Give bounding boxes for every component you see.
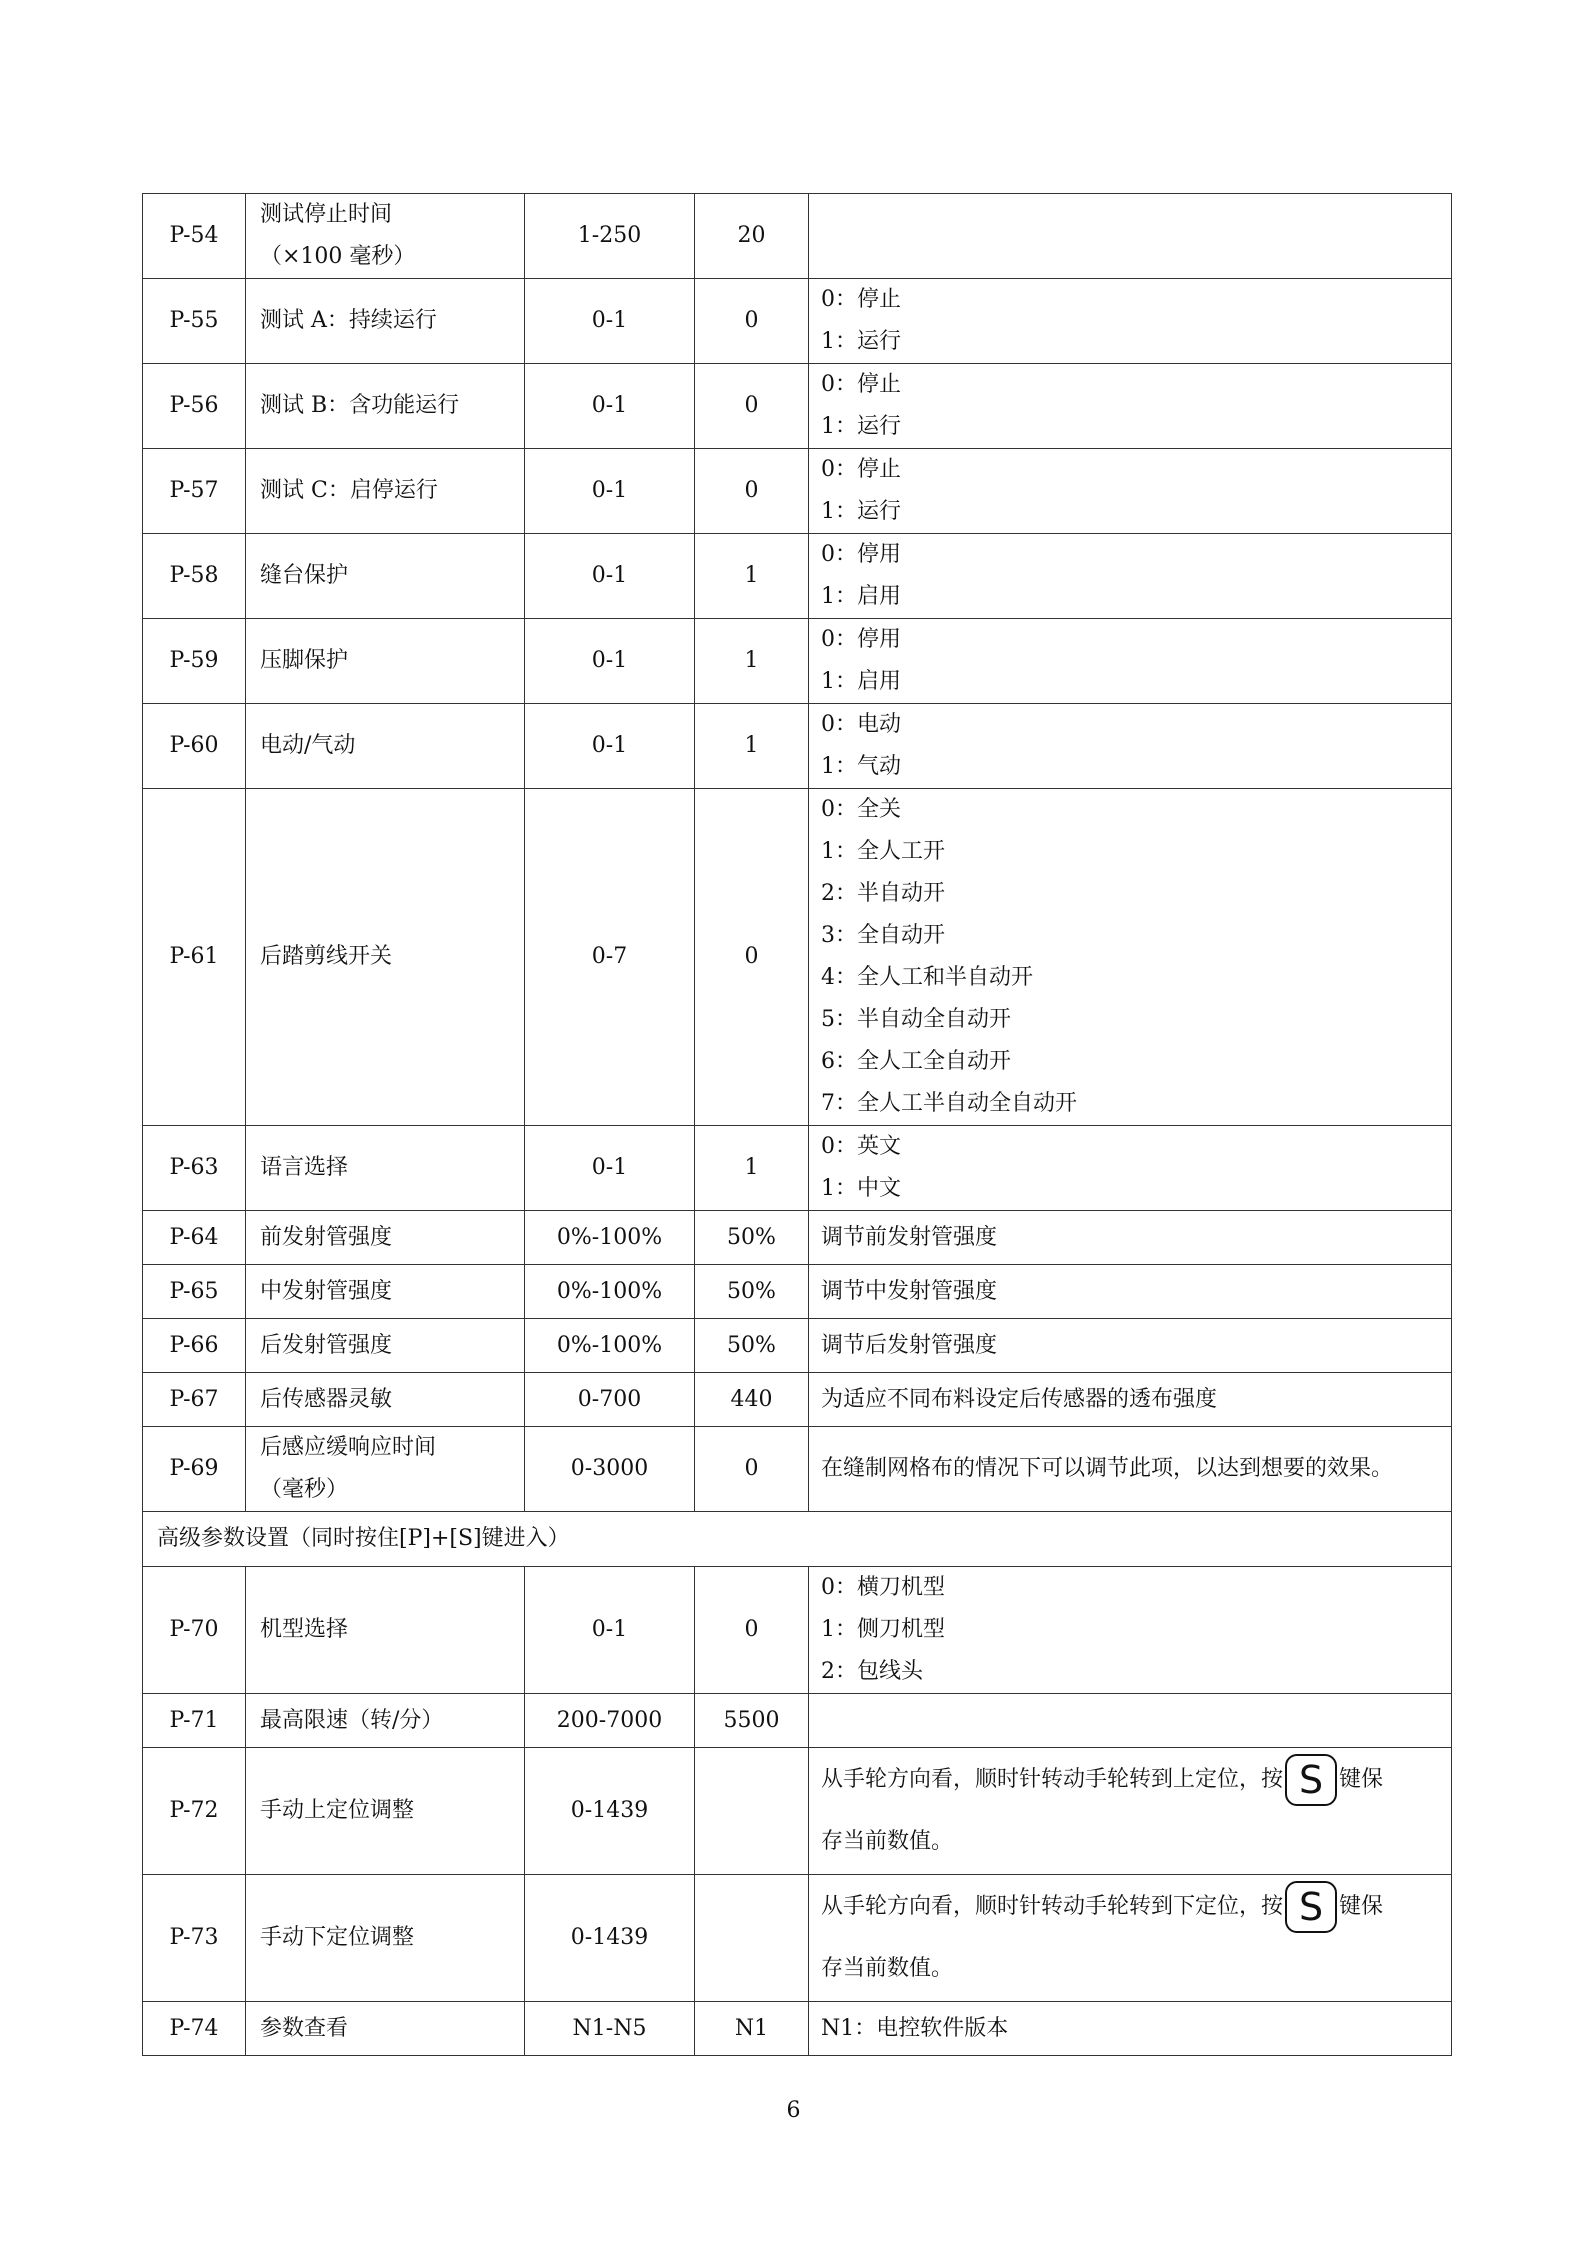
param-code: P-54 <box>143 194 246 279</box>
param-code: P-72 <box>143 1748 246 1875</box>
param-description-line <box>821 1876 1443 1938</box>
param-description <box>809 1373 1452 1427</box>
table-row <box>143 1748 1452 1875</box>
param-default <box>695 1748 809 1875</box>
table-row <box>143 1265 1452 1319</box>
param-description <box>809 619 1452 704</box>
param-range: 0-1 <box>525 449 695 534</box>
param-description <box>809 279 1452 364</box>
page-number: 6 <box>786 2098 801 2123</box>
param-description <box>809 1567 1452 1694</box>
param-name-line: 后感应缓响应时间 <box>260 1435 437 1460</box>
table-row <box>143 449 1452 534</box>
param-name-line: 测试停止时间 <box>260 202 393 227</box>
param-description <box>809 1748 1452 1875</box>
param-name-line: 最高限速（转/分） <box>260 1707 444 1733</box>
description-text: 键保 <box>1339 1767 1384 1792</box>
param-description-line: 4：全人工和半自动开 <box>821 965 1033 990</box>
param-description: N1：电控软件版本 <box>809 2002 1452 2056</box>
param-description-line: 调节后发射管强度 <box>821 1332 998 1358</box>
param-code: P-55 <box>143 279 246 364</box>
param-default: 1 <box>695 1126 809 1211</box>
table-row <box>143 534 1452 619</box>
param-description <box>809 1694 1452 1748</box>
param-description <box>809 1319 1452 1373</box>
param-description <box>809 534 1452 619</box>
param-name-line: 测试 C：启停运行 <box>260 478 438 503</box>
param-description-line: 1：全人工开 <box>821 839 945 864</box>
table-row <box>143 704 1452 789</box>
param-description <box>809 449 1452 534</box>
param-description <box>809 704 1452 789</box>
param-description-line: 2：包线头 <box>821 1659 923 1684</box>
param-description <box>809 1875 1452 2002</box>
param-range: 0-7 <box>525 789 695 1126</box>
param-code: P-57 <box>143 449 246 534</box>
param-default: 0 <box>695 1427 809 1512</box>
param-range: 0-700 <box>525 1373 695 1427</box>
param-range: 0-1 <box>525 364 695 449</box>
description-text: 从手轮方向看，顺时针转动手轮转到下定位，按 <box>821 1894 1284 1919</box>
param-description-line: 2：半自动开 <box>821 881 945 906</box>
param-default: 0 <box>695 279 809 364</box>
param-description <box>809 789 1452 1126</box>
param-description-line: 6：全人工全自动开 <box>821 1049 1011 1074</box>
param-name <box>246 534 525 619</box>
param-description <box>809 194 1452 279</box>
param-description-line: 0：横刀机型 <box>821 1575 945 1600</box>
param-name <box>246 1694 525 1748</box>
param-range: 0-1439 <box>525 1748 695 1875</box>
param-name: 手动下定位调整 <box>246 1875 525 2002</box>
param-name <box>246 1373 525 1427</box>
param-description-line: 1：侧刀机型 <box>821 1617 945 1642</box>
param-name-line: 后传感器灵敏 <box>260 1386 393 1412</box>
section-header-row <box>143 1512 1452 1567</box>
param-code: P-61 <box>143 789 246 1126</box>
param-name-line: 机型选择 <box>260 1617 349 1642</box>
param-default: 440 <box>695 1373 809 1427</box>
param-description-line: 0：停止 <box>821 457 901 482</box>
description-text: 从手轮方向看，顺时针转动手轮转到上定位，按 <box>821 1767 1284 1792</box>
section-label: 高级参数设置（同时按住[P]+[S]键进入） <box>143 1512 1452 1567</box>
param-name <box>246 194 525 279</box>
param-description-line: 为适应不同布料设定后传感器的透布强度 <box>821 1386 1218 1412</box>
param-description-line: 调节前发射管强度 <box>821 1224 998 1250</box>
param-code: P-67 <box>143 1373 246 1427</box>
param-name <box>246 1265 525 1319</box>
param-code: P-71 <box>143 1694 246 1748</box>
param-default: 0 <box>695 449 809 534</box>
param-description-line: 1：启用 <box>821 669 901 694</box>
param-name <box>246 1211 525 1265</box>
param-description-line: 0：电动 <box>821 712 901 737</box>
param-description-line: 0：停止 <box>821 372 901 397</box>
param-code: P-64 <box>143 1211 246 1265</box>
table-row <box>143 1373 1452 1427</box>
table-row <box>143 1567 1452 1694</box>
param-description <box>809 1427 1452 1512</box>
param-code: P-65 <box>143 1265 246 1319</box>
s-key-icon: S <box>1285 1881 1337 1933</box>
param-code: P-66 <box>143 1319 246 1373</box>
param-range: 200-7000 <box>525 1694 695 1748</box>
s-key-icon: S <box>1285 1754 1337 1806</box>
param-name <box>246 789 525 1126</box>
param-default: 0 <box>695 364 809 449</box>
param-description-line: 0：全关 <box>821 797 901 822</box>
param-code: P-56 <box>143 364 246 449</box>
param-name <box>246 1427 525 1512</box>
parameter-table <box>142 193 1452 2056</box>
param-range: N1-N5 <box>525 2002 695 2056</box>
param-range: 0-1 <box>525 619 695 704</box>
param-description-line: 5：半自动全自动开 <box>821 1007 1011 1032</box>
param-code: P-60 <box>143 704 246 789</box>
param-name <box>246 279 525 364</box>
param-name-line: （×100 毫秒） <box>260 244 416 269</box>
param-range: 0-1 <box>525 279 695 364</box>
param-code: P-69 <box>143 1427 246 1512</box>
param-range: 0-1 <box>525 534 695 619</box>
param-name <box>246 1319 525 1373</box>
param-name: 参数查看 <box>246 2002 525 2056</box>
param-default: 1 <box>695 534 809 619</box>
table-row <box>143 194 1452 279</box>
param-description <box>809 1126 1452 1211</box>
param-default <box>695 1875 809 2002</box>
param-default: 1 <box>695 619 809 704</box>
param-name-line: 后踏剪线开关 <box>260 944 393 969</box>
param-name-line: 前发射管强度 <box>260 1224 393 1250</box>
param-name-line: 语言选择 <box>260 1155 349 1180</box>
table-row <box>143 1694 1452 1748</box>
param-name-line: 后发射管强度 <box>260 1332 393 1358</box>
param-name-line: 中发射管强度 <box>260 1278 393 1304</box>
param-name <box>246 619 525 704</box>
param-description-line: 在缝制网格布的情况下可以调节此项，以达到想要的效果。 <box>821 1456 1394 1481</box>
table-row <box>143 1427 1452 1512</box>
param-name-line: 压脚保护 <box>260 648 349 673</box>
param-name-line: 测试 B：含功能运行 <box>260 393 460 418</box>
param-description-line: 0：英文 <box>821 1134 901 1159</box>
table-row <box>143 789 1452 1126</box>
param-range: 0-1 <box>525 1567 695 1694</box>
param-range: 0%-100% <box>525 1265 695 1319</box>
table-row <box>143 1875 1452 2002</box>
param-name-line: 缝台保护 <box>260 563 349 588</box>
param-description <box>809 364 1452 449</box>
param-description-line: 3：全自动开 <box>821 923 945 948</box>
param-description-line: 0：停用 <box>821 627 901 652</box>
param-description-line: 1：中文 <box>821 1176 901 1201</box>
param-code: P-58 <box>143 534 246 619</box>
param-description-line: 存当前数值。 <box>821 1956 954 1981</box>
param-description-line: 1：气动 <box>821 754 901 779</box>
param-default: 0 <box>695 1567 809 1694</box>
param-description-line: 1：运行 <box>821 329 901 354</box>
table-row <box>143 364 1452 449</box>
description-text: 键保 <box>1339 1894 1384 1919</box>
param-default: 20 <box>695 194 809 279</box>
param-description-line: 1：运行 <box>821 414 901 439</box>
param-default: 50% <box>695 1319 809 1373</box>
param-name <box>246 704 525 789</box>
param-default: 5500 <box>695 1694 809 1748</box>
param-name <box>246 364 525 449</box>
param-code: P-73 <box>143 1875 246 2002</box>
param-range: 0-1 <box>525 1126 695 1211</box>
param-name-line: （毫秒） <box>260 1477 349 1502</box>
param-description-line: 存当前数值。 <box>821 1829 954 1854</box>
param-description <box>809 1265 1452 1319</box>
param-code: P-59 <box>143 619 246 704</box>
param-name-line: 测试 A：持续运行 <box>260 308 437 333</box>
param-range: 0%-100% <box>525 1319 695 1373</box>
param-code: P-70 <box>143 1567 246 1694</box>
param-name-line: 电动/气动 <box>260 733 356 758</box>
param-range: 0%-100% <box>525 1211 695 1265</box>
param-default: 50% <box>695 1211 809 1265</box>
table-row <box>143 2002 1452 2056</box>
table-row <box>143 1319 1452 1373</box>
param-default: 1 <box>695 704 809 789</box>
table-row <box>143 619 1452 704</box>
param-description-line: 1：启用 <box>821 584 901 609</box>
table-row <box>143 1211 1452 1265</box>
table-row <box>143 1126 1452 1211</box>
param-description-line <box>821 1749 1443 1811</box>
param-description-line: 0：停止 <box>821 287 901 312</box>
param-default: N1 <box>695 2002 809 2056</box>
param-description-line: 7：全人工半自动全自动开 <box>821 1091 1077 1116</box>
param-range: 0-1439 <box>525 1875 695 2002</box>
param-description <box>809 1211 1452 1265</box>
param-code: P-63 <box>143 1126 246 1211</box>
param-description-line: 调节中发射管强度 <box>821 1278 998 1304</box>
param-description-line: 0：停用 <box>821 542 901 567</box>
param-description-line: 1：运行 <box>821 499 901 524</box>
param-default: 50% <box>695 1265 809 1319</box>
param-name: 手动上定位调整 <box>246 1748 525 1875</box>
table-row <box>143 279 1452 364</box>
param-name <box>246 1567 525 1694</box>
param-range: 1-250 <box>525 194 695 279</box>
param-default: 0 <box>695 789 809 1126</box>
param-name <box>246 449 525 534</box>
param-range: 0-3000 <box>525 1427 695 1512</box>
param-range: 0-1 <box>525 704 695 789</box>
param-code: P-74 <box>143 2002 246 2056</box>
param-name <box>246 1126 525 1211</box>
